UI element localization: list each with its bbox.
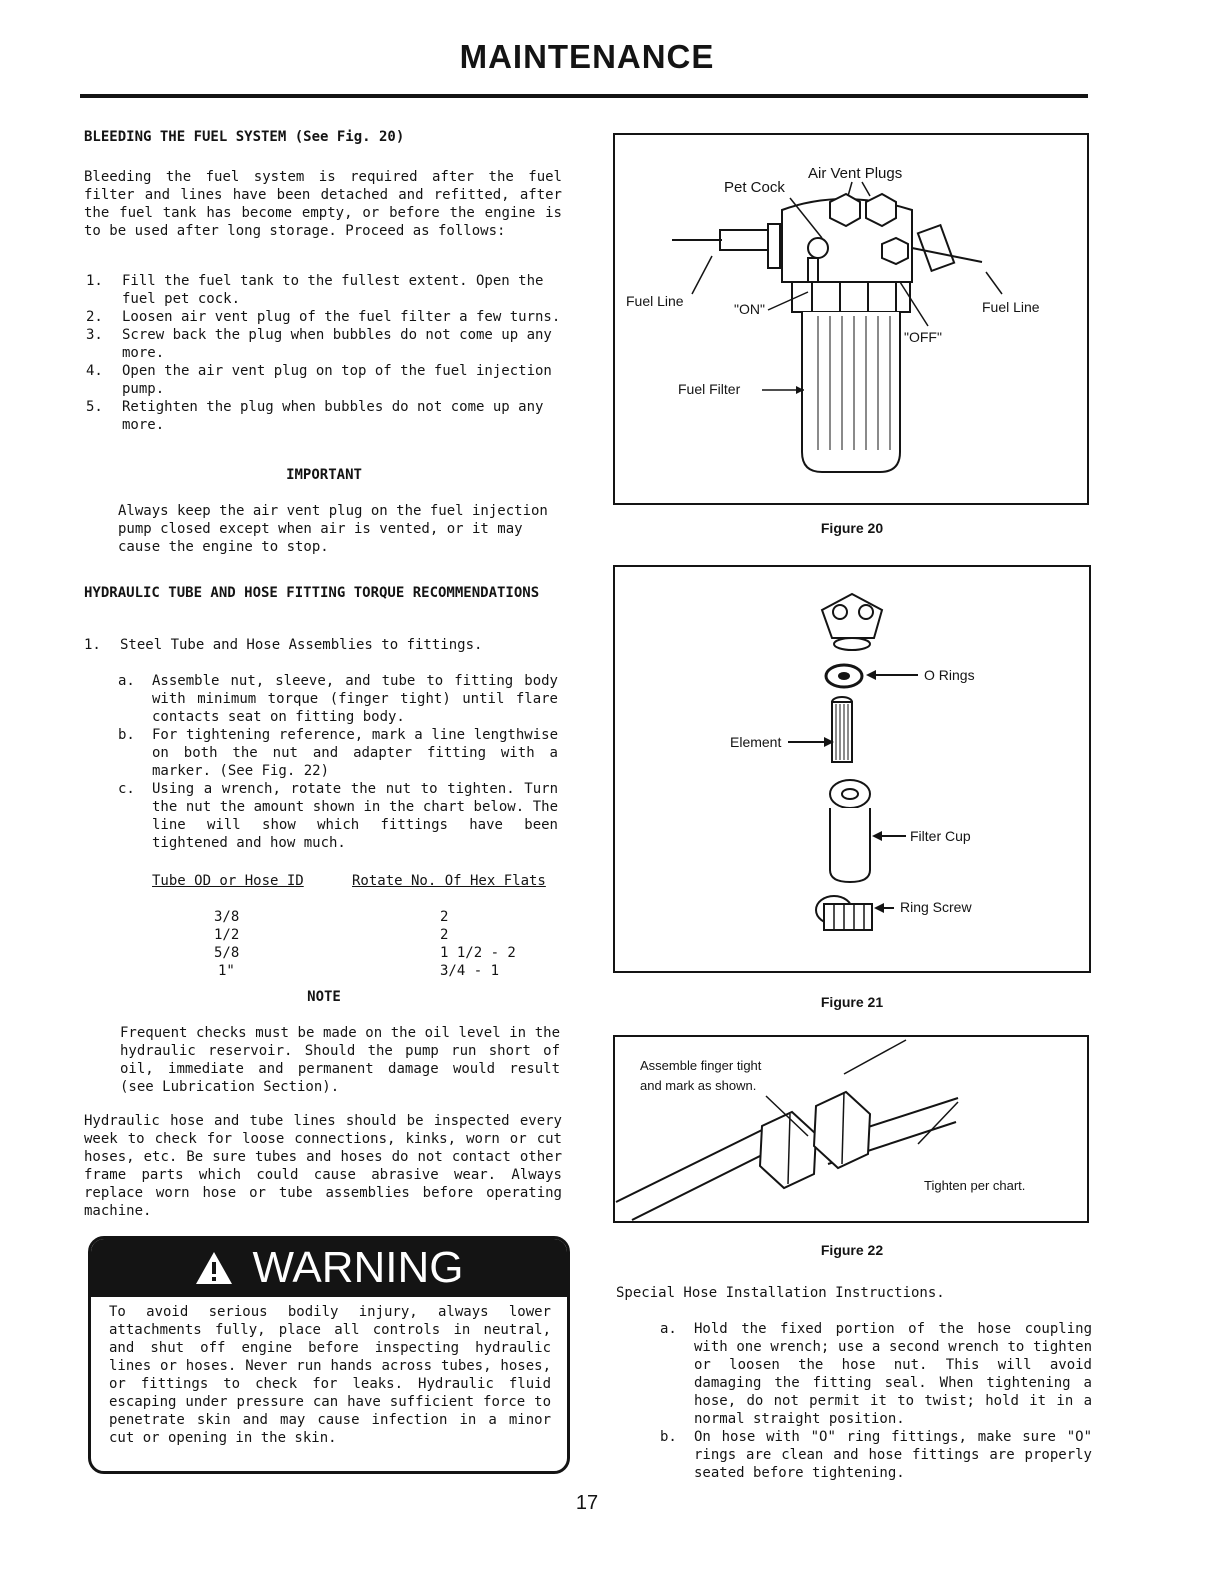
item-number: 1. xyxy=(84,637,101,653)
table-header-tube: Tube OD or Hose ID xyxy=(152,873,304,889)
sub-letter: c. xyxy=(118,781,135,797)
tube-size: 5/8 xyxy=(214,945,240,961)
sub-letter: b. xyxy=(118,727,135,743)
label-fuel-filter: Fuel Filter xyxy=(678,381,741,397)
header-rule xyxy=(80,94,1088,98)
hex-flats: 1 1/2 - 2 xyxy=(440,945,516,961)
list-item xyxy=(118,726,558,780)
table-row xyxy=(152,962,558,980)
important-label: IMPORTANT xyxy=(286,467,362,483)
tube-size: 1/2 xyxy=(214,927,240,943)
hex-flats: 2 xyxy=(440,927,449,943)
label-filter-cup: Filter Cup xyxy=(910,828,971,844)
label-assemble-line-2: and mark as shown. xyxy=(640,1078,757,1093)
hex-flats: 2 xyxy=(440,909,449,925)
table-row xyxy=(152,926,558,944)
note-label: NOTE xyxy=(307,989,341,1005)
figure-22-diagram xyxy=(612,1034,1092,1226)
sub-text: For tightening reference, mark a line lengthwise on both the nut and adapter fitting with a marker. (See Fig. 22) xyxy=(152,727,558,779)
hex-flats: 3/4 - 1 xyxy=(440,963,500,979)
step-text: Screw back the plug when bubbles do not come up any more. xyxy=(122,327,552,361)
step-text: Open the air vent plug on top of the fuel injection pump. xyxy=(122,363,552,397)
step-text: Retighten the plug when bubbles do not come up any more. xyxy=(122,399,544,433)
list-item xyxy=(118,780,558,852)
label-fuel-line-right: Fuel Line xyxy=(982,299,1040,315)
hydraulic-item-1 xyxy=(84,636,564,654)
warning-banner xyxy=(91,1239,567,1297)
label-assemble-line-1: Assemble finger tight xyxy=(640,1058,762,1073)
note-text: Frequent checks must be made on the oil level in the hydraulic reservoir. Should the pump run short of oil, immediate and permanent damage would result (see Lubrication Section). xyxy=(120,1025,560,1095)
bleeding-steps xyxy=(86,272,562,434)
list-item xyxy=(86,398,562,434)
figure-20-caption: Figure 20 xyxy=(820,520,884,536)
page-title: MAINTENANCE xyxy=(459,38,715,75)
important-text: Always keep the air vent plug on the fuel injection pump closed except when air is vented, or it may cause the engine to stop. xyxy=(118,503,548,555)
warning-text: To avoid serious bodily injury, always lower attachments fully, place all controls in neutral, and shut off engine before inspecting hydraulic lines or hoses. Never run hands across tubes, hoses, or fittings to check for leaks. Hydraulic fluid escaping under pressure can have sufficient force to penetrate skin and may cause infection in a minor cut or opening in the skin. xyxy=(109,1304,551,1446)
warning-title: WARNING xyxy=(252,1243,464,1292)
torque-table xyxy=(152,872,558,980)
bleeding-heading: BLEEDING THE FUEL SYSTEM (See Fig. 20) xyxy=(84,129,405,145)
sub-text: Using a wrench, rotate the nut to tighten. Turn the nut the amount shown in the chart below. The line will show which fittings have been tightened and how much. xyxy=(152,781,558,851)
bleeding-intro: Bleeding the fuel system is required after the fuel filter and lines have been detached and refitted, after the fuel tank has become empty, or before the engine is to be used after long storage. Proceed as follows: xyxy=(84,169,562,239)
label-o-rings: O Rings xyxy=(924,667,975,683)
figure-20-diagram xyxy=(612,132,1092,508)
label-ring-screw: Ring Screw xyxy=(900,899,972,915)
list-item xyxy=(660,1320,1092,1428)
figure-21-caption: Figure 21 xyxy=(820,994,884,1010)
label-element: Element xyxy=(730,734,782,750)
step-number: 1. xyxy=(86,273,103,289)
label-tighten: Tighten per chart. xyxy=(924,1178,1026,1193)
label-pet-cock: Pet Cock xyxy=(724,179,785,196)
step-number: 2. xyxy=(86,309,103,325)
step-text: Loosen air vent plug of the fuel filter a few turns. xyxy=(122,309,561,325)
hose-install-heading: Special Hose Installation Instructions. xyxy=(616,1285,945,1301)
step-number: 5. xyxy=(86,399,103,415)
label-on: "ON" xyxy=(734,301,765,317)
list-item xyxy=(86,362,562,398)
label-off: "OFF" xyxy=(904,329,942,345)
table-row xyxy=(152,944,558,962)
table-header-flats: Rotate No. Of Hex Flats xyxy=(352,873,546,889)
page-number: 17 xyxy=(575,1492,599,1514)
list-item xyxy=(86,308,562,326)
sub-text: Assemble nut, sleeve, and tube to fitting body with minimum torque (finger tight) until flare contacts seat on fitting body. xyxy=(152,673,558,725)
figure-22-caption: Figure 22 xyxy=(820,1242,884,1258)
tube-size: 1" xyxy=(218,963,235,979)
hose-install-items xyxy=(660,1320,1092,1482)
hydraulic-subitems xyxy=(118,672,558,852)
sub-letter: b. xyxy=(660,1429,677,1445)
sub-letter: a. xyxy=(118,673,135,689)
sub-letter: a. xyxy=(660,1321,677,1337)
step-number: 4. xyxy=(86,363,103,379)
list-item xyxy=(660,1428,1092,1482)
hydraulic-heading: HYDRAULIC TUBE AND HOSE FITTING TORQUE RECOMMENDATIONS xyxy=(84,585,540,601)
list-item xyxy=(118,672,558,726)
list-item xyxy=(86,326,562,362)
list-item xyxy=(86,272,562,308)
figure-21-diagram xyxy=(612,564,1092,976)
inspection-text: Hydraulic hose and tube lines should be inspected every week to check for loose connections, kinks, worn or cut hoses, etc. Be sure tubes and hoses do not contact other frame parts which could cause abrasive wear. Always replace worn hose or tube assemblies before operating machine. xyxy=(84,1113,562,1219)
warning-triangle-icon xyxy=(194,1250,234,1286)
label-fuel-line-left: Fuel Line xyxy=(626,293,684,309)
warning-box xyxy=(88,1236,570,1474)
step-text: Fill the fuel tank to the fullest extent. Open the fuel pet cock. xyxy=(122,273,544,307)
label-air-vent-plugs: Air Vent Plugs xyxy=(808,165,903,182)
sub-text: Hold the fixed portion of the hose coupling with one wrench; use a second wrench to tighten or loosen the hose nut. This will avoid damaging the fitting seal. When tightening a hose, do not permit it to twist; hold it in a normal straight position. xyxy=(694,1321,1092,1427)
tube-size: 3/8 xyxy=(214,909,240,925)
item-text: Steel Tube and Hose Assemblies to fittings. xyxy=(120,637,483,653)
step-number: 3. xyxy=(86,327,103,343)
table-row xyxy=(152,908,558,926)
sub-text: On hose with "O" ring fittings, make sure "O" rings are clean and hose fittings are properly seated before tightening. xyxy=(694,1429,1092,1481)
